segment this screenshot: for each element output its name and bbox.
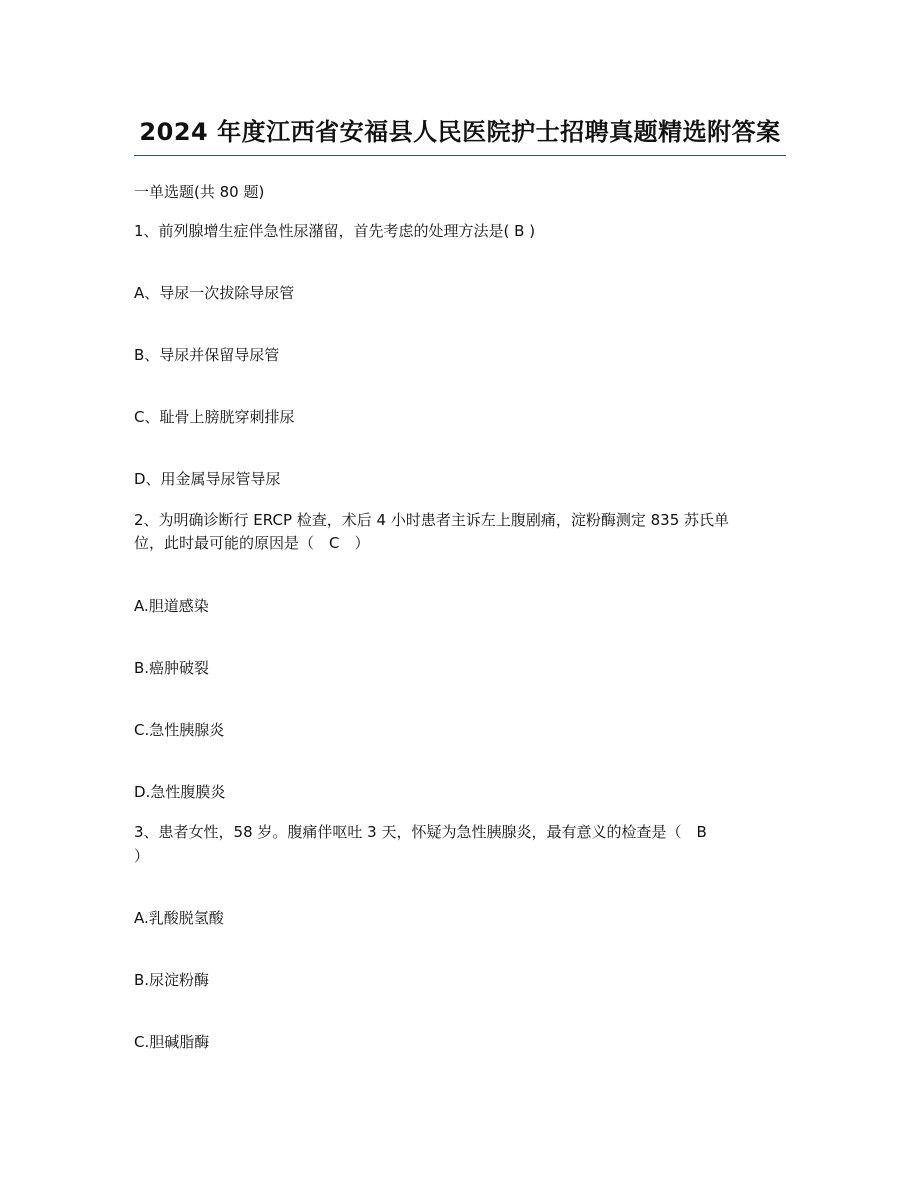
- question-3-option-a: A.乳酸脱氢酸: [134, 909, 224, 927]
- question-2-option-d: D.急性腹膜炎: [134, 783, 226, 801]
- question-2-stem-line-1: 2、为明确诊断行 ERCP 检查，术后 4 小时患者主诉左上腹剧痛，淀粉酶测定 835 苏氏单: [134, 511, 730, 529]
- question-2-option-b: B.癌肿破裂: [134, 659, 210, 677]
- question-3-option-b: B.尿淀粉酶: [134, 971, 210, 989]
- question-3-stem-line-1: 3、患者女性，58 岁。腹痛伴呕吐 3 天，怀疑为急性胰腺炎，最有意义的检查是（ B: [134, 823, 707, 841]
- question-1-stem: 1、前列腺增生症伴急性尿潴留，首先考虑的处理方法是( B ): [134, 222, 536, 240]
- document-title: 2024 年度江西省安福县人民医院护士招聘真题精选附答案: [139, 118, 781, 146]
- title-divider: [134, 155, 786, 156]
- section-heading: 一单选题(共 80 题): [134, 183, 265, 201]
- question-1-option-c: C、耻骨上膀胱穿刺排尿: [134, 408, 295, 426]
- question-2-option-c: C.急性胰腺炎: [134, 721, 225, 739]
- question-1-option-a: A、导尿一次拔除导尿管: [134, 284, 295, 302]
- question-3-stem-line-2: ）: [134, 847, 150, 865]
- question-2-stem-line-2: 位，此时最可能的原因是（ C ）: [134, 534, 370, 552]
- question-2-option-a: A.胆道感染: [134, 597, 209, 615]
- question-1-option-d: D、用金属导尿管导尿: [134, 470, 281, 488]
- question-3-option-c: C.胆碱脂酶: [134, 1033, 210, 1051]
- question-1-option-b: B、导尿并保留导尿管: [134, 346, 280, 364]
